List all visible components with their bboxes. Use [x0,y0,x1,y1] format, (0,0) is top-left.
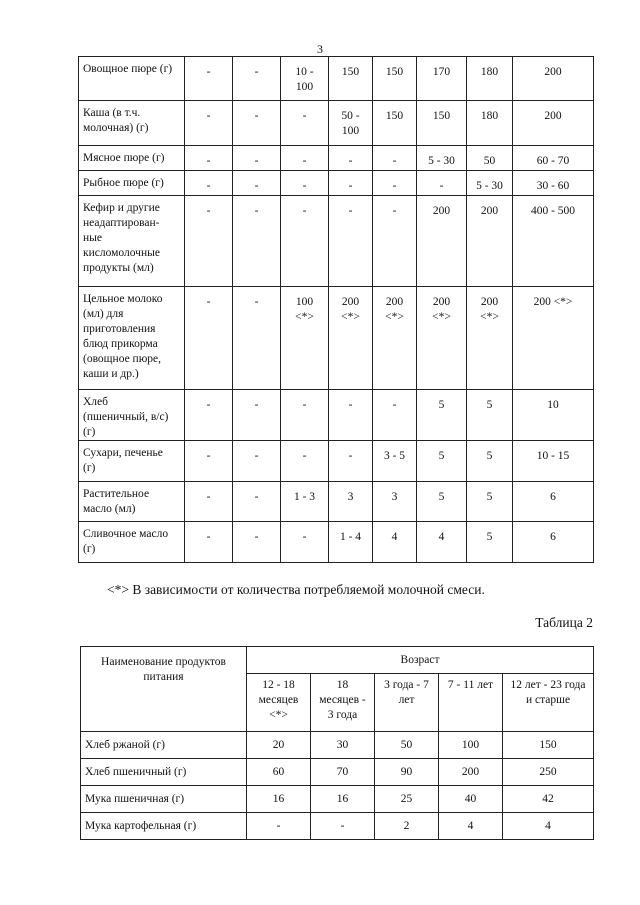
table-cell: 200 <*> [467,287,513,390]
age-column-header: 7 - 11 лет [439,674,503,732]
table-cell: 200 <*> [373,287,417,390]
table-cell: 4 [417,522,467,563]
table-row [79,101,594,146]
table-cell: - [233,171,281,196]
table-cell: 20 [247,732,311,759]
table-cell: 150 [373,57,417,101]
table-cell: - [233,441,281,482]
table-cell: 90 [375,759,439,786]
table-cell: - [185,522,233,563]
table-cell: 10 [513,390,594,441]
table-cell: - [185,390,233,441]
table-cell: - [233,390,281,441]
food-norms-table-1 [78,56,594,563]
table-cell: 5 [467,522,513,563]
table-row [81,813,594,840]
table-cell: 150 [329,57,373,101]
table-cell: 200 [513,101,594,146]
table-cell: 200 [439,759,503,786]
table-row [79,146,594,171]
age-column-header: 18 месяцев - 3 года [311,674,375,732]
table-cell: 60 [247,759,311,786]
product-name: Хлеб ржаной (г) [81,732,247,759]
table-cell: - [373,390,417,441]
table-row [81,786,594,813]
product-name: Кефир и другие неадаптирован- ные кисломолочные продукты (мл) [79,196,185,287]
table-cell: - [281,441,329,482]
table-cell: 16 [311,786,375,813]
table-cell: - [329,171,373,196]
table-cell: - [185,101,233,146]
table-cell: 50 [375,732,439,759]
product-name: Мука картофельная (г) [81,813,247,840]
product-name: Цельное молоко (мл) для приготовления блюд прикорма (овощное пюре, каши и др.) [79,287,185,390]
product-name: Растительное масло (мл) [79,482,185,522]
table-cell: 5 [467,482,513,522]
table-cell: 150 [417,101,467,146]
table-cell: 200 <*> [513,287,594,390]
table-cell: 100 [439,732,503,759]
table-2-label: Таблица 2 [535,615,593,630]
table-cell: - [185,482,233,522]
table-cell: 25 [375,786,439,813]
table-cell: - [185,146,233,171]
table-cell: 3 [329,482,373,522]
table-cell: - [329,196,373,287]
table-row [79,390,594,441]
table-cell: - [329,390,373,441]
table-cell: - [233,196,281,287]
product-name: Сухари, печенье (г) [79,441,185,482]
table-row [79,482,594,522]
table-cell: - [281,146,329,171]
table-cell: 5 [417,390,467,441]
table-cell: 5 [467,441,513,482]
table-cell: - [185,171,233,196]
table-cell: 200 <*> [329,287,373,390]
table-cell: - [373,196,417,287]
table-cell: 40 [439,786,503,813]
table-cell: 4 [503,813,594,840]
table-cell: - [233,287,281,390]
table-cell: 4 [439,813,503,840]
table-cell: 60 - 70 [513,146,594,171]
table-cell: - [185,196,233,287]
table-cell: 3 [373,482,417,522]
table-cell: 42 [503,786,594,813]
product-name: Мука пшеничная (г) [81,786,247,813]
table-cell: 5 [417,482,467,522]
table-row [79,522,594,563]
table-cell: 1 - 3 [281,482,329,522]
food-norms-table-2 [80,646,594,840]
table-cell: - [329,441,373,482]
table-cell: - [281,196,329,287]
product-name: Мясное пюре (г) [79,146,185,171]
table-row [79,287,594,390]
table-cell: 250 [503,759,594,786]
age-column-header: 12 лет - 23 года и старше [503,674,594,732]
table-cell: - [281,390,329,441]
page-number: 3 [317,42,323,56]
product-name: Каша (в т.ч. молочная) (г) [79,101,185,146]
column-header-product: Наименование продуктов питания [81,647,247,732]
table-cell: 200 [467,196,513,287]
table-row [79,196,594,287]
table-cell: 30 [311,732,375,759]
table-cell: - [185,57,233,101]
table-cell: 70 [311,759,375,786]
table-row [79,57,594,101]
age-column-header: 3 года - 7 лет [375,674,439,732]
table-cell: - [233,522,281,563]
product-name: Сливочное масло (г) [79,522,185,563]
product-name: Хлеб (пшеничный, в/с) (г) [79,390,185,441]
table-cell: 200 <*> [417,287,467,390]
table-cell: - [281,522,329,563]
table-cell: - [311,813,375,840]
product-name: Рыбное пюре (г) [79,171,185,196]
table-cell: - [233,482,281,522]
table-cell: 180 [467,101,513,146]
table-cell: 5 [467,390,513,441]
age-column-header: 12 - 18 месяцев <*> [247,674,311,732]
table-cell: - [247,813,311,840]
table-cell: 2 [375,813,439,840]
table-cell: 6 [513,522,594,563]
table-cell: 6 [513,482,594,522]
table-cell: 400 - 500 [513,196,594,287]
table-cell: 150 [373,101,417,146]
table-cell: 150 [503,732,594,759]
table-row [81,732,594,759]
table-cell: - [233,146,281,171]
table-cell: 30 - 60 [513,171,594,196]
table-cell: - [373,171,417,196]
table-cell: - [329,146,373,171]
table-cell: - [185,441,233,482]
table-row [79,171,594,196]
table-cell: 3 - 5 [373,441,417,482]
table-cell: 4 [373,522,417,563]
table-cell: 16 [247,786,311,813]
table-cell: - [233,57,281,101]
table-cell: - [281,171,329,196]
table-cell: 50 - 100 [329,101,373,146]
table-cell: 200 [417,196,467,287]
table-cell: 200 [513,57,594,101]
table-cell: 10 - 15 [513,441,594,482]
table-cell: 1 - 4 [329,522,373,563]
table-cell: - [185,287,233,390]
table-cell: 10 - 100 [281,57,329,101]
table-cell: - [417,171,467,196]
table-row [79,441,594,482]
table-cell: 5 - 30 [467,171,513,196]
table-cell: 180 [467,57,513,101]
table-cell: - [233,101,281,146]
table-cell: 5 [417,441,467,482]
table-cell: 50 [467,146,513,171]
table-cell: 170 [417,57,467,101]
table-cell: - [373,146,417,171]
table-cell: - [281,101,329,146]
table-cell: 5 - 30 [417,146,467,171]
table-cell: 100 <*> [281,287,329,390]
table-row [81,759,594,786]
product-name: Овощное пюре (г) [79,57,185,101]
footnote: <*> В зависимости от количества потребляемой молочной смеси. [107,582,485,597]
product-name: Хлеб пшеничный (г) [81,759,247,786]
column-header-age: Возраст [247,647,594,674]
